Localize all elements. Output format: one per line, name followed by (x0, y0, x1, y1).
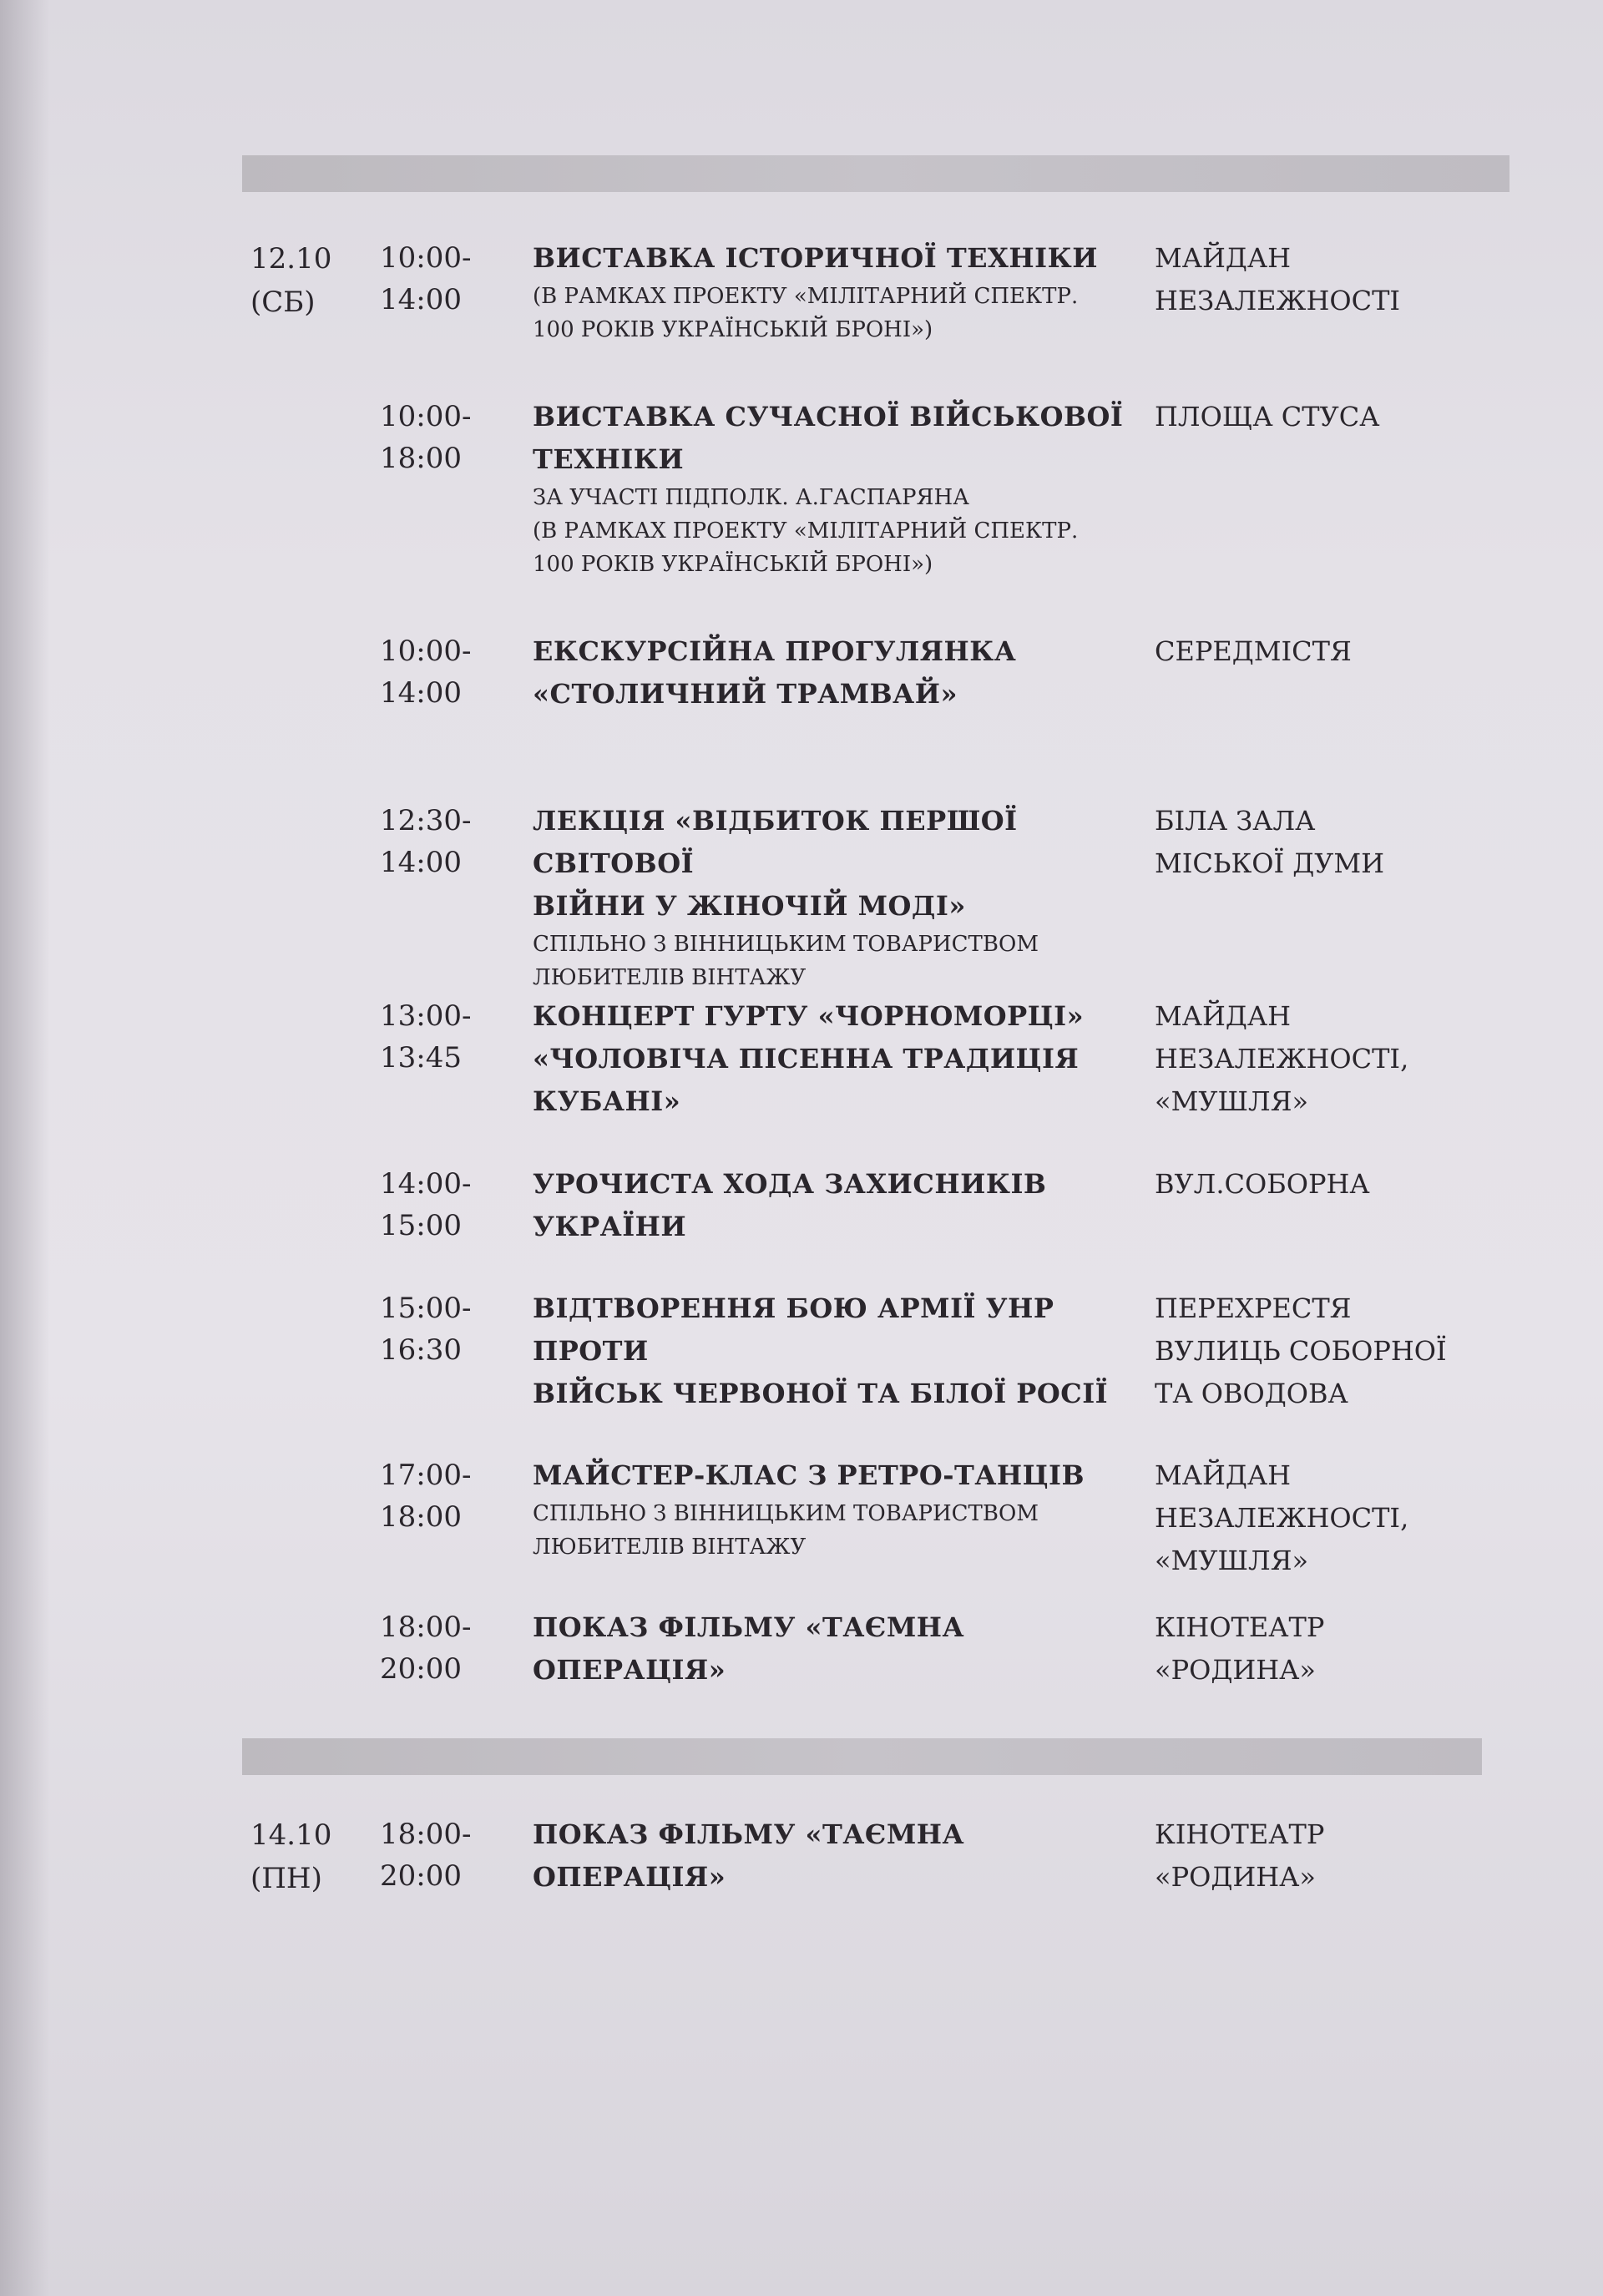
time-to: 20:00 (380, 1652, 462, 1686)
event-venue: МАЙДАН НЕЗАЛЕЖНОСТІ, «МУШЛЯ» (1155, 1459, 1409, 1576)
event-title: ЕКСКУРСІЙНА ПРОГУЛЯНКА «СТОЛИЧНИЙ ТРАМВАЙ» (533, 635, 1017, 710)
day-label-saturday (250, 237, 376, 324)
event-time (380, 1606, 530, 1690)
time-to: 14:00 (380, 676, 462, 710)
event-note: СПІЛЬНО З ВІННИЦЬКИМ ТОВАРИСТВОМ ЛЮБИТЕЛІВ ВІНТАЖУ (533, 932, 1039, 990)
event-venue: СЕРЕДМІСТЯ (1155, 635, 1352, 667)
event-time (380, 1813, 530, 1897)
day-date: 12.10 (250, 242, 332, 276)
time-from: 12:30- (380, 804, 472, 837)
event-description (533, 1606, 1150, 1692)
event-time (380, 800, 530, 883)
time-to: 16:30 (380, 1333, 462, 1367)
event-time (380, 995, 530, 1079)
event-description (533, 1287, 1150, 1415)
section-divider-band (242, 1738, 1482, 1775)
event-title: ЛЕКЦІЯ «ВІДБИТОК ПЕРШОЇ СВІТОВОЇ ВІЙНИ У ЖІНОЧІЙ МОДІ» (533, 805, 1018, 922)
time-from: 10:00- (380, 241, 472, 275)
event-venue: КІНОТЕАТР «РОДИНА» (1155, 1818, 1325, 1893)
day-date: 14.10 (250, 1818, 332, 1852)
time-to: 20:00 (380, 1859, 462, 1893)
event-note: (В РАМКАХ ПРОЕКТУ «МІЛІТАРНИЙ СПЕКТР. 100 РОКІВ УКРАЇНСЬКІЙ БРОНІ») (533, 284, 1079, 342)
time-from: 14:00- (380, 1167, 472, 1201)
day-weekday: (СБ) (250, 286, 316, 319)
time-from: 10:00- (380, 635, 472, 668)
event-time (380, 1287, 530, 1371)
time-from: 15:00- (380, 1292, 472, 1325)
time-from: 18:00- (380, 1818, 472, 1851)
event-time (380, 237, 530, 321)
event-description (533, 995, 1150, 1123)
day-weekday: (ПН) (250, 1862, 322, 1895)
event-title: МАЙСТЕР-КЛАС З РЕТРО-ТАНЦІВ (533, 1459, 1085, 1491)
event-title: УРОЧИСТА ХОДА ЗАХИСНИКІВ УКРАЇНИ (533, 1168, 1047, 1242)
event-time (380, 396, 530, 479)
event-venue: ПЕРЕХРЕСТЯ ВУЛИЦЬ СОБОРНОЇ ТА ОВОДОВА (1155, 1292, 1447, 1409)
header-band (242, 155, 1509, 192)
event-venue: КІНОТЕАТР «РОДИНА» (1155, 1611, 1325, 1686)
time-to: 18:00 (380, 1500, 462, 1534)
event-time (380, 630, 530, 714)
event-title: ПОКАЗ ФІЛЬМУ «ТАЄМНА ОПЕРАЦІЯ» (533, 1818, 965, 1893)
time-to: 14:00 (380, 846, 462, 879)
event-venue: МАЙДАН НЕЗАЛЕЖНОСТІ, «МУШЛЯ» (1155, 1000, 1409, 1117)
event-description (533, 1454, 1150, 1564)
event-time (380, 1454, 530, 1538)
event-title: ВІДТВОРЕННЯ БОЮ АРМІЇ УНР ПРОТИ ВІЙСЬК ЧЕРВОНОЇ ТА БІЛОЇ РОСІЇ (533, 1292, 1109, 1409)
event-description (533, 630, 1150, 716)
event-title: ВИСТАВКА ІСТОРИЧНОЇ ТЕХНІКИ (533, 242, 1098, 274)
time-from: 10:00- (380, 400, 472, 433)
event-title: КОНЦЕРТ ГУРТУ «ЧОРНОМОРЦІ» «ЧОЛОВІЧА ПІСЕННА ТРАДИЦІЯ КУБАНІ» (533, 1000, 1085, 1117)
event-time (380, 1163, 530, 1247)
event-title: ПОКАЗ ФІЛЬМУ «ТАЄМНА ОПЕРАЦІЯ» (533, 1611, 965, 1686)
event-description (533, 1813, 1150, 1899)
day-label-monday (250, 1813, 376, 1900)
event-venue: ПЛОЩА СТУСА (1155, 401, 1380, 432)
event-description (533, 800, 1150, 994)
event-description (533, 396, 1150, 581)
event-venue: МАЙДАН НЕЗАЛЕЖНОСТІ (1155, 242, 1401, 316)
event-venue: ВУЛ.СОБОРНА (1155, 1168, 1370, 1200)
time-to: 14:00 (380, 283, 462, 316)
time-to: 18:00 (380, 442, 462, 475)
time-to: 15:00 (380, 1209, 462, 1242)
time-from: 17:00- (380, 1459, 472, 1492)
event-description (533, 1163, 1150, 1248)
event-note: СПІЛЬНО З ВІННИЦЬКИМ ТОВАРИСТВОМ ЛЮБИТЕЛІВ ВІНТАЖУ (533, 1501, 1039, 1560)
time-from: 13:00- (380, 999, 472, 1033)
event-title: ВИСТАВКА СУЧАСНОЇ ВІЙСЬКОВОЇ ТЕХНІКИ (533, 401, 1124, 475)
event-note: ЗА УЧАСТІ ПІДПОЛК. А.ГАСПАРЯНА (В РАМКАХ ПРОЕКТУ «МІЛІТАРНИЙ СПЕКТР. 100 РОКІВ УКРАЇНСЬКІЙ БРОНІ») (533, 485, 1079, 577)
time-to: 13:45 (380, 1041, 462, 1075)
time-from: 18:00- (380, 1611, 472, 1644)
event-venue: БІЛА ЗАЛА МІСЬКОЇ ДУМИ (1155, 805, 1385, 879)
event-description (533, 237, 1150, 346)
